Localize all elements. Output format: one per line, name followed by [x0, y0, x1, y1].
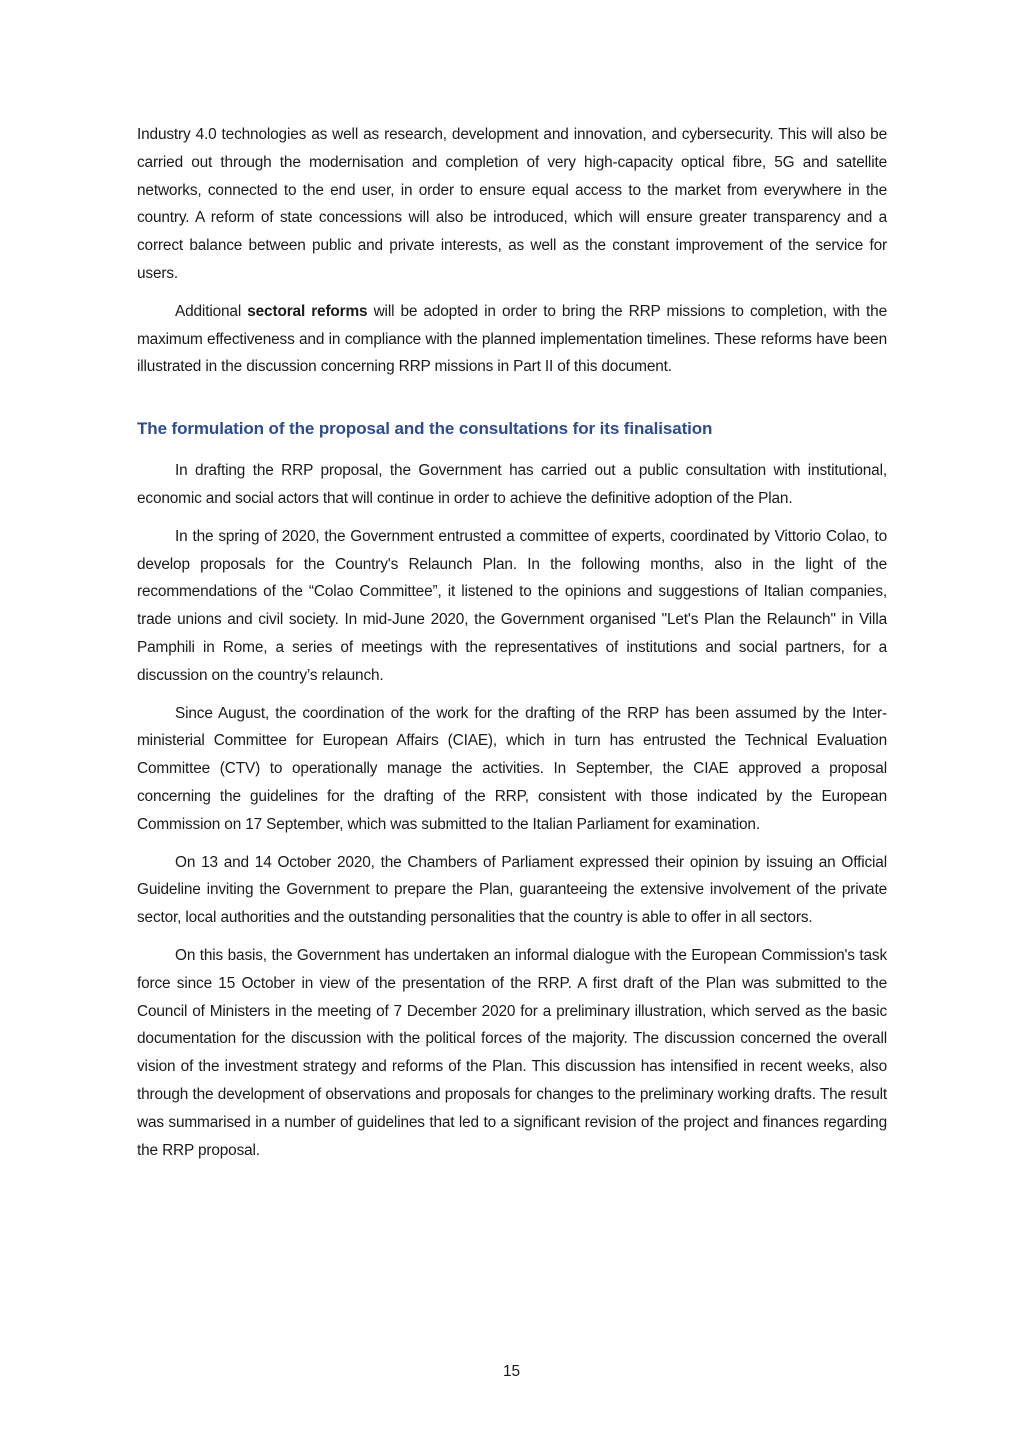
paragraph-sectoral-reforms: [137, 298, 887, 381]
paragraph-ciae-coordination: Since August, the coordination of the work for the drafting of the RRP has been assumed by the Inter-ministerial Committee for European Affairs (CIAE), which in turn has entrusted the Technical Evaluation Committee (CTV) to operationally manage the activities. In September, the CIAE approved a proposal concerning the guidelines for the drafting of the RRP, consistent with those indicated by the European Commission on 17 September, which was submitted to the Italian Parliament for examination.: [137, 704, 887, 833]
section-heading: The formulation of the proposal and the consultations for its finalisation: [137, 419, 713, 439]
paragraph-colao-committee: In the spring of 2020, the Government entrusted a committee of experts, coordinated by Vittorio Colao, to develop proposals for the Country's Relaunch Plan. In the following months, also in the light of the recommendations of the “Colao Committee”, it listened to the opinions and suggestions of Italian companies, trade unions and civil society. In mid-June 2020, the Government organised "Let's Plan the Relaunch" in Villa Pamphili in Rome, a series of meetings with the representatives of institutions and social partners, for a discussion on the country’s relaunch.: [137, 527, 887, 684]
sectoral-reforms-bold: sectoral reforms: [247, 302, 368, 320]
page-number: 15: [502, 1363, 521, 1380]
paragraph-industry-technologies: Industry 4.0 technologies as well as research, development and innovation, and cybersecurity. This will also be carried out through the modernisation and completion of very high-capacity optical fibre, 5G and satellite networks, connected to the end user, in order to ensure equal access to the market from everywhere in the country. A reform of state concessions will also be introduced, which will ensure greater transparency and a correct balance between public and private interests, as well as the constant improvement of the service for users.: [137, 126, 887, 282]
paragraph-public-consultation: In drafting the RRP proposal, the Government has carried out a public consultation with institutional, economic and social actors that will continue in order to achieve the definitive adoption of the Plan.: [137, 462, 887, 507]
sectoral-reforms-intro: Additional: [175, 302, 248, 320]
paragraph-parliament-guideline: On 13 and 14 October 2020, the Chambers of Parliament expressed their opinion by issuing an Official Guideline inviting the Government to prepare the Plan, guaranteeing the extensive involvement of the private sector, local authorities and the outstanding personalities that the country is able to offer in all sectors.: [137, 853, 887, 927]
sectoral-reforms-rest: will be adopted in order to bring the RRP missions to completion, with the maximum effectiveness and in compliance with the planned implementation timelines. These reforms have been illustrated in the discussion concerning RRP missions in Part II of this document.: [137, 302, 887, 376]
document-page: [137, 121, 887, 1174]
paragraph-informal-dialogue: On this basis, the Government has undertaken an informal dialogue with the European Commission's task force since 15 October in view of the presentation of the RRP. A first draft of the Plan was submitted to the Council of Ministers in the meeting of 7 December 2020 for a preliminary illustration, which served as the basic documentation for the discussion with the political forces of the majority. The discussion concerned the overall vision of the investment strategy and reforms of the Plan. This discussion has intensified in recent weeks, also through the development of observations and proposals for changes to the preliminary working drafts. The result was summarised in a number of guidelines that led to a significant revision of the project and finances regarding the RRP proposal.: [137, 946, 887, 1159]
